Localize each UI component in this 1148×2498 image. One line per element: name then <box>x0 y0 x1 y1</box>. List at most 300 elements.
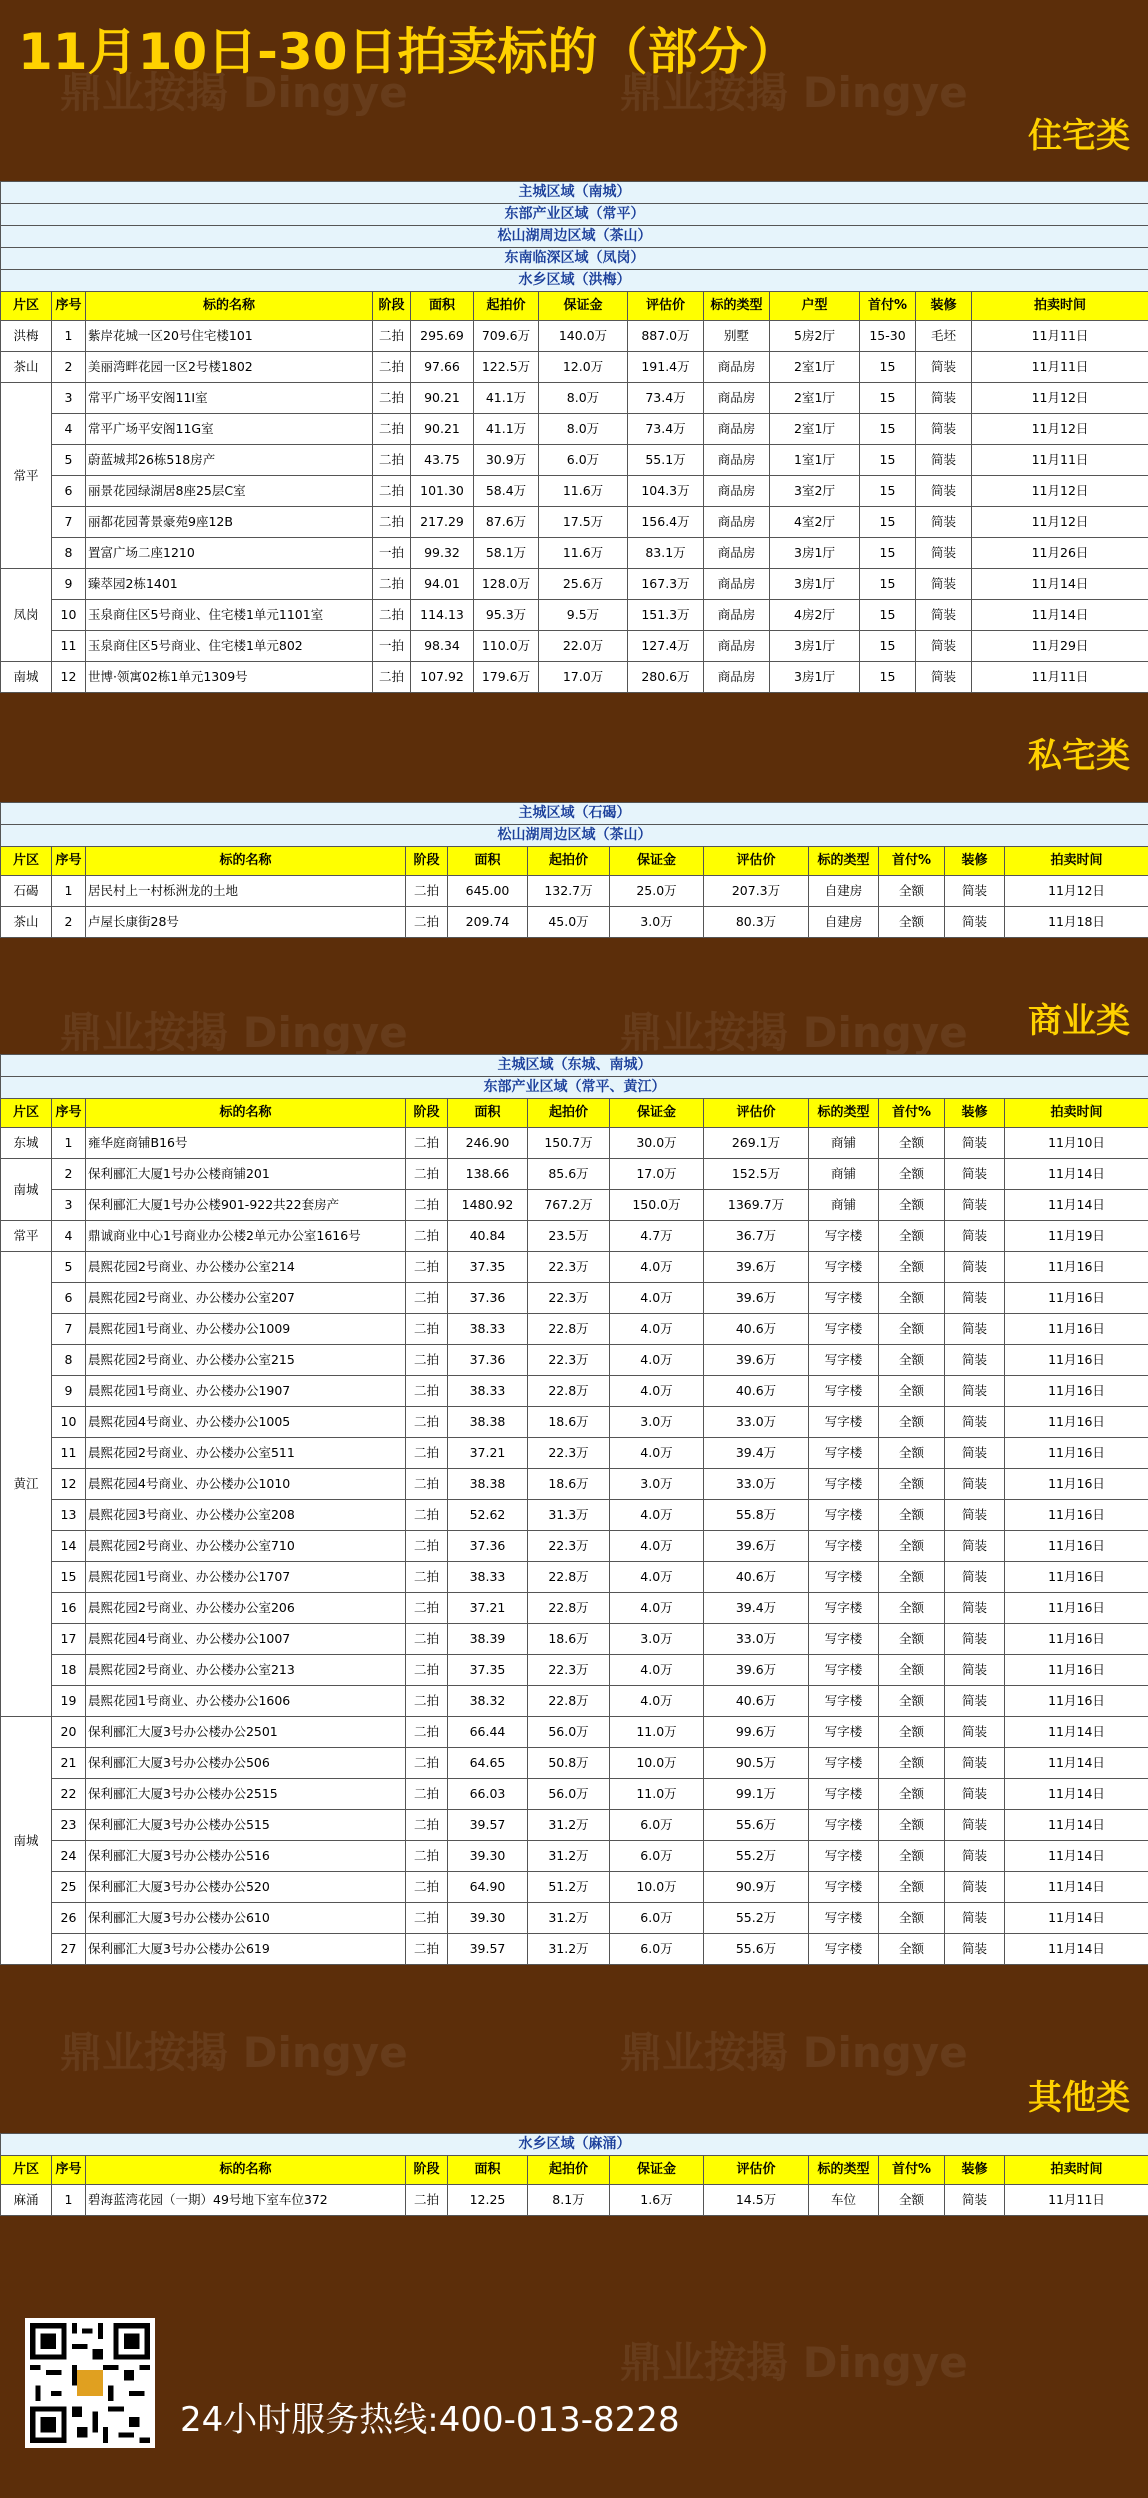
table-cell: 39.4万 <box>704 1593 809 1624</box>
table-cell: 简装 <box>945 1934 1005 1965</box>
table-cell: 11月16日 <box>1005 1655 1148 1686</box>
table-cell: 15 <box>860 476 916 507</box>
table-cell: 车位 <box>809 2185 879 2216</box>
table-cell: 9.5万 <box>539 600 628 631</box>
watermark: 鼎业按揭 Dingye <box>620 2028 968 2077</box>
table-cell: 217.29 <box>411 507 474 538</box>
table-row <box>1 1407 1148 1438</box>
table-cell: 90.21 <box>411 414 474 445</box>
table-cell: 11月16日 <box>1005 1562 1148 1593</box>
item-name-cell: 晨熙花园4号商业、办公楼办公1007 <box>86 1624 406 1655</box>
table-cell: 二拍 <box>373 414 411 445</box>
table-cell: 6.0万 <box>610 1841 704 1872</box>
table-cell: 全额 <box>879 2185 945 2216</box>
private-table <box>0 802 1148 938</box>
table-row <box>1 600 1148 631</box>
table-cell: 简装 <box>945 1407 1005 1438</box>
table-cell: 83.1万 <box>628 538 704 569</box>
table-row <box>1 1748 1148 1779</box>
zone-row <box>1 248 1148 270</box>
table-row <box>1 1717 1148 1748</box>
table-cell: 全额 <box>879 1655 945 1686</box>
table-cell: 156.4万 <box>628 507 704 538</box>
table-cell: 10 <box>52 1407 86 1438</box>
table-cell: 简装 <box>916 631 972 662</box>
table-cell: 11月14日 <box>1005 1748 1148 1779</box>
table-cell: 8 <box>52 538 86 569</box>
item-name-cell: 碧海蓝湾花园（一期）49号地下室车位372 <box>86 2185 406 2216</box>
table-cell: 写字楼 <box>809 1376 879 1407</box>
table-cell: 104.3万 <box>628 476 704 507</box>
item-name-cell: 晨熙花园2号商业、办公楼办公室213 <box>86 1655 406 1686</box>
item-name-cell: 晨熙花园4号商业、办公楼办公1005 <box>86 1407 406 1438</box>
column-header: 面积 <box>411 292 474 321</box>
table-cell: 22.8万 <box>528 1314 610 1345</box>
table-row <box>1 1779 1148 1810</box>
table-cell: 简装 <box>945 1252 1005 1283</box>
table-cell: 4室2厅 <box>770 507 860 538</box>
table-cell: 52.62 <box>448 1500 528 1531</box>
table-cell: 全额 <box>879 1686 945 1717</box>
item-name-cell: 玉泉商住区5号商业、住宅楼1单元802 <box>86 631 373 662</box>
table-cell: 39.30 <box>448 1841 528 1872</box>
table-cell: 二拍 <box>406 1407 448 1438</box>
table-cell: 11月14日 <box>972 569 1148 600</box>
table-cell: 1369.7万 <box>704 1190 809 1221</box>
table-cell: 11月16日 <box>1005 1686 1148 1717</box>
table-cell: 56.0万 <box>528 1779 610 1810</box>
table-cell: 3房1厅 <box>770 569 860 600</box>
table-cell: 38.38 <box>448 1469 528 1500</box>
table-cell: 4.0万 <box>610 1655 704 1686</box>
table-cell: 11月11日 <box>1005 2185 1148 2216</box>
table-cell: 15 <box>860 538 916 569</box>
table-cell: 22.3万 <box>528 1283 610 1314</box>
table-cell: 138.66 <box>448 1159 528 1190</box>
table-cell: 别墅 <box>704 321 770 352</box>
table-cell: 191.4万 <box>628 352 704 383</box>
district-cell: 洪梅 <box>1 321 52 352</box>
table-cell: 3室2厅 <box>770 476 860 507</box>
table-row <box>1 1345 1148 1376</box>
table-cell: 二拍 <box>406 907 448 938</box>
category-private: 私宅类 <box>1028 736 1130 776</box>
table-cell: 写字楼 <box>809 1314 879 1345</box>
table-cell: 37.35 <box>448 1655 528 1686</box>
column-header: 起拍价 <box>474 292 539 321</box>
table-cell: 二拍 <box>406 1345 448 1376</box>
column-header: 起拍价 <box>528 2156 610 2185</box>
table-cell: 11月14日 <box>1005 1717 1148 1748</box>
table-cell: 全额 <box>879 1438 945 1469</box>
table-cell: 写字楼 <box>809 1469 879 1500</box>
table-cell: 99.32 <box>411 538 474 569</box>
table-cell: 写字楼 <box>809 1810 879 1841</box>
table-cell: 2室1厅 <box>770 383 860 414</box>
zone-row <box>1 803 1148 825</box>
column-header: 序号 <box>52 2156 86 2185</box>
table-cell: 22.8万 <box>528 1593 610 1624</box>
table-cell: 2室1厅 <box>770 352 860 383</box>
table-cell: 全额 <box>879 1624 945 1655</box>
table-cell: 7 <box>52 507 86 538</box>
table-cell: 887.0万 <box>628 321 704 352</box>
zone-label: 东部产业区域（常平、黄江） <box>1 1077 1148 1099</box>
table-cell: 简装 <box>945 1283 1005 1314</box>
table-cell: 简装 <box>945 1376 1005 1407</box>
table-cell: 1 <box>52 1128 86 1159</box>
table-cell: 73.4万 <box>628 414 704 445</box>
table-cell: 全额 <box>879 1934 945 1965</box>
table-cell: 107.92 <box>411 662 474 693</box>
table-cell: 12 <box>52 662 86 693</box>
table-cell: 11月14日 <box>1005 1934 1148 1965</box>
table-cell: 4.0万 <box>610 1593 704 1624</box>
table-cell: 简装 <box>945 1345 1005 1376</box>
table-cell: 31.2万 <box>528 1903 610 1934</box>
table-cell: 11月12日 <box>972 476 1148 507</box>
item-name-cell: 晨熙花园2号商业、办公楼办公室511 <box>86 1438 406 1469</box>
table-cell: 3房1厅 <box>770 538 860 569</box>
table-cell: 4.0万 <box>610 1500 704 1531</box>
table-cell: 43.75 <box>411 445 474 476</box>
table-cell: 17 <box>52 1624 86 1655</box>
table-cell: 22.3万 <box>528 1438 610 1469</box>
table-cell: 商品房 <box>704 352 770 383</box>
column-header: 保证金 <box>610 1099 704 1128</box>
table-cell: 全额 <box>879 1469 945 1500</box>
table-cell: 39.6万 <box>704 1283 809 1314</box>
table-cell: 4.7万 <box>610 1221 704 1252</box>
table-cell: 二拍 <box>406 1593 448 1624</box>
table-cell: 5房2厅 <box>770 321 860 352</box>
column-header: 装修 <box>945 2156 1005 2185</box>
table-cell: 37.35 <box>448 1252 528 1283</box>
table-cell: 99.1万 <box>704 1779 809 1810</box>
zone-row <box>1 1055 1148 1077</box>
table-cell: 11月11日 <box>972 445 1148 476</box>
district-cell: 南城 <box>1 662 52 693</box>
table-cell: 二拍 <box>373 662 411 693</box>
table-cell: 二拍 <box>406 1624 448 1655</box>
column-header: 阶段 <box>373 292 411 321</box>
table-cell: 38.38 <box>448 1407 528 1438</box>
table-cell: 11 <box>52 1438 86 1469</box>
table-cell: 11月26日 <box>972 538 1148 569</box>
item-name-cell: 雍华庭商铺B16号 <box>86 1128 406 1159</box>
column-header: 评估价 <box>704 1099 809 1128</box>
table-cell: 207.3万 <box>704 876 809 907</box>
item-name-cell: 晨熙花园1号商业、办公楼办公1009 <box>86 1314 406 1345</box>
table-cell: 15 <box>860 600 916 631</box>
other-table <box>0 2133 1148 2216</box>
item-name-cell: 世博·领寓02栋1单元1309号 <box>86 662 373 693</box>
table-cell: 110.0万 <box>474 631 539 662</box>
table-cell: 写字楼 <box>809 1655 879 1686</box>
table-cell: 10 <box>52 600 86 631</box>
table-row <box>1 1252 1148 1283</box>
table-cell: 13 <box>52 1500 86 1531</box>
table-row <box>1 1469 1148 1500</box>
table-cell: 简装 <box>945 1500 1005 1531</box>
item-name-cell: 玉泉商住区5号商业、住宅楼1单元1101室 <box>86 600 373 631</box>
table-row <box>1 1531 1148 1562</box>
item-name-cell: 保利郦汇大厦1号办公楼901-922共22套房产 <box>86 1190 406 1221</box>
table-cell: 30.9万 <box>474 445 539 476</box>
table-cell: 1.6万 <box>610 2185 704 2216</box>
item-name-cell: 美丽湾畔花园一区2号楼1802 <box>86 352 373 383</box>
table-cell: 二拍 <box>406 1717 448 1748</box>
table-cell: 4.0万 <box>610 1686 704 1717</box>
table-cell: 15 <box>860 445 916 476</box>
table-cell: 38.39 <box>448 1624 528 1655</box>
table-cell: 23 <box>52 1810 86 1841</box>
table-row <box>1 1562 1148 1593</box>
watermark: 鼎业按揭 Dingye <box>620 68 968 117</box>
table-cell: 246.90 <box>448 1128 528 1159</box>
table-cell: 商品房 <box>704 569 770 600</box>
table-cell: 12 <box>52 1469 86 1500</box>
column-header: 标的类型 <box>809 2156 879 2185</box>
table-cell: 151.3万 <box>628 600 704 631</box>
table-row <box>1 1934 1148 1965</box>
table-cell: 22.3万 <box>528 1655 610 1686</box>
table-cell: 39.57 <box>448 1810 528 1841</box>
table-cell: 写字楼 <box>809 1779 879 1810</box>
table-cell: 38.33 <box>448 1314 528 1345</box>
table-cell: 二拍 <box>373 352 411 383</box>
column-header: 片区 <box>1 847 52 876</box>
table-row <box>1 1128 1148 1159</box>
residential-table <box>0 181 1148 693</box>
table-cell: 简装 <box>945 1841 1005 1872</box>
table-cell: 209.74 <box>448 907 528 938</box>
table-cell: 3.0万 <box>610 1469 704 1500</box>
table-cell: 商品房 <box>704 476 770 507</box>
table-cell: 18.6万 <box>528 1407 610 1438</box>
service-hotline: 24小时服务热线:400-013-8228 <box>180 2400 680 2440</box>
table-cell: 31.2万 <box>528 1934 610 1965</box>
category-other: 其他类 <box>1028 2078 1130 2118</box>
table-cell: 18.6万 <box>528 1469 610 1500</box>
item-name-cell: 保利郦汇大厦1号办公楼商铺201 <box>86 1159 406 1190</box>
table-cell: 15 <box>860 631 916 662</box>
watermark: 鼎业按揭 Dingye <box>60 2028 408 2077</box>
table-cell: 1室1厅 <box>770 445 860 476</box>
table-cell: 商品房 <box>704 538 770 569</box>
table-cell: 二拍 <box>406 1190 448 1221</box>
zone-row <box>1 1077 1148 1099</box>
table-cell: 33.0万 <box>704 1469 809 1500</box>
table-cell: 56.0万 <box>528 1717 610 1748</box>
table-cell: 全额 <box>879 1717 945 1748</box>
column-header: 序号 <box>52 847 86 876</box>
table-cell: 4.0万 <box>610 1283 704 1314</box>
table-cell: 全额 <box>879 1221 945 1252</box>
table-cell: 全额 <box>879 1345 945 1376</box>
table-row <box>1 1655 1148 1686</box>
table-cell: 简装 <box>945 1903 1005 1934</box>
table-row <box>1 383 1148 414</box>
page-title: 11月10日-30日拍卖标的（部分） <box>18 23 798 81</box>
table-cell: 8.0万 <box>539 383 628 414</box>
table-cell: 1 <box>52 2185 86 2216</box>
table-row <box>1 414 1148 445</box>
table-cell: 152.5万 <box>704 1159 809 1190</box>
table-cell: 二拍 <box>406 1903 448 1934</box>
column-header: 拍卖时间 <box>1005 847 1148 876</box>
table-cell: 简装 <box>945 1159 1005 1190</box>
table-cell: 3.0万 <box>610 907 704 938</box>
table-cell: 5 <box>52 1252 86 1283</box>
header-row <box>1 1099 1148 1128</box>
table-cell: 39.6万 <box>704 1345 809 1376</box>
district-cell: 南城 <box>1 1159 52 1221</box>
table-cell: 二拍 <box>406 1841 448 1872</box>
table-cell: 11月16日 <box>1005 1438 1148 1469</box>
table-cell: 写字楼 <box>809 1686 879 1717</box>
table-cell: 全额 <box>879 1841 945 1872</box>
table-row <box>1 876 1148 907</box>
table-cell: 全额 <box>879 1562 945 1593</box>
table-row <box>1 352 1148 383</box>
watermark: 鼎业按揭 Dingye <box>60 68 408 117</box>
table-cell: 39.6万 <box>704 1531 809 1562</box>
table-cell: 简装 <box>916 383 972 414</box>
table-cell: 简装 <box>945 1531 1005 1562</box>
table-cell: 简装 <box>945 1872 1005 1903</box>
table-row <box>1 1593 1148 1624</box>
table-cell: 简装 <box>916 538 972 569</box>
table-cell: 38.32 <box>448 1686 528 1717</box>
table-cell: 简装 <box>945 876 1005 907</box>
table-cell: 90.9万 <box>704 1872 809 1903</box>
table-cell: 1 <box>52 876 86 907</box>
table-cell: 3 <box>52 383 86 414</box>
table-cell: 二拍 <box>406 1283 448 1314</box>
table-cell: 4.0万 <box>610 1345 704 1376</box>
table-row <box>1 445 1148 476</box>
table-row <box>1 1190 1148 1221</box>
table-cell: 商品房 <box>704 383 770 414</box>
table-cell: 37.36 <box>448 1283 528 1314</box>
table-cell: 全额 <box>879 1159 945 1190</box>
table-cell: 15 <box>860 383 916 414</box>
column-header: 评估价 <box>704 847 809 876</box>
table-cell: 自建房 <box>809 876 879 907</box>
table-cell: 全额 <box>879 1376 945 1407</box>
table-cell: 26 <box>52 1903 86 1934</box>
table-cell: 8.1万 <box>528 2185 610 2216</box>
zone-label: 主城区域（石碣） <box>1 803 1148 825</box>
item-name-cell: 晨熙花园2号商业、办公楼办公室215 <box>86 1345 406 1376</box>
table-cell: 645.00 <box>448 876 528 907</box>
table-cell: 9 <box>52 569 86 600</box>
item-name-cell: 晨熙花园1号商业、办公楼办公1907 <box>86 1376 406 1407</box>
table-cell: 25 <box>52 1872 86 1903</box>
table-cell: 94.01 <box>411 569 474 600</box>
table-row <box>1 631 1148 662</box>
table-cell: 38.33 <box>448 1562 528 1593</box>
table-cell: 41.1万 <box>474 383 539 414</box>
table-cell: 11月14日 <box>1005 1190 1148 1221</box>
table-row <box>1 476 1148 507</box>
table-cell: 简装 <box>945 1314 1005 1345</box>
table-cell: 毛坯 <box>916 321 972 352</box>
table-cell: 122.5万 <box>474 352 539 383</box>
column-header: 首付% <box>879 2156 945 2185</box>
table-cell: 商铺 <box>809 1190 879 1221</box>
table-cell: 一拍 <box>373 538 411 569</box>
table-cell: 50.8万 <box>528 1748 610 1779</box>
table-cell: 709.6万 <box>474 321 539 352</box>
item-name-cell: 保利郦汇大厦3号办公楼办公506 <box>86 1748 406 1779</box>
table-cell: 22.8万 <box>528 1686 610 1717</box>
table-cell: 商铺 <box>809 1159 879 1190</box>
table-cell: 全额 <box>879 1252 945 1283</box>
table-cell: 36.7万 <box>704 1221 809 1252</box>
table-cell: 11月16日 <box>1005 1314 1148 1345</box>
column-header: 序号 <box>52 292 86 321</box>
column-header: 片区 <box>1 2156 52 2185</box>
table-cell: 3房1厅 <box>770 631 860 662</box>
table-cell: 11月16日 <box>1005 1624 1148 1655</box>
table-cell: 二拍 <box>406 1531 448 1562</box>
table-cell: 38.33 <box>448 1376 528 1407</box>
table-cell: 39.4万 <box>704 1438 809 1469</box>
table-cell: 写字楼 <box>809 1438 879 1469</box>
table-cell: 11 <box>52 631 86 662</box>
column-header: 装修 <box>916 292 972 321</box>
table-cell: 6.0万 <box>610 1810 704 1841</box>
table-cell: 15 <box>860 662 916 693</box>
district-cell: 茶山 <box>1 907 52 938</box>
column-header: 保证金 <box>610 2156 704 2185</box>
table-cell: 简装 <box>916 662 972 693</box>
table-cell: 4.0万 <box>610 1531 704 1562</box>
table-cell: 全额 <box>879 1314 945 1345</box>
table-cell: 商品房 <box>704 414 770 445</box>
table-row <box>1 1159 1148 1190</box>
district-cell: 常平 <box>1 1221 52 1252</box>
column-header: 拍卖时间 <box>972 292 1148 321</box>
table-cell: 4 <box>52 1221 86 1252</box>
table-cell: 39.6万 <box>704 1252 809 1283</box>
table-cell: 4.0万 <box>610 1438 704 1469</box>
table-cell: 280.6万 <box>628 662 704 693</box>
table-cell: 6 <box>52 1283 86 1314</box>
table-cell: 33.0万 <box>704 1624 809 1655</box>
table-cell: 8.0万 <box>539 414 628 445</box>
zone-row <box>1 182 1148 204</box>
table-row <box>1 1221 1148 1252</box>
table-cell: 全额 <box>879 1903 945 1934</box>
table-cell: 商铺 <box>809 1128 879 1159</box>
table-cell: 全额 <box>879 1128 945 1159</box>
column-header: 面积 <box>448 1099 528 1128</box>
item-name-cell: 保利郦汇大厦3号办公楼办公619 <box>86 1934 406 1965</box>
table-cell: 全额 <box>879 1593 945 1624</box>
zone-row <box>1 204 1148 226</box>
zone-row <box>1 270 1148 292</box>
table-cell: 11月16日 <box>1005 1407 1148 1438</box>
table-cell: 167.3万 <box>628 569 704 600</box>
table-cell: 55.6万 <box>704 1934 809 1965</box>
header-row <box>1 2156 1148 2185</box>
table-cell: 10.0万 <box>610 1872 704 1903</box>
table-cell: 14 <box>52 1531 86 1562</box>
item-name-cell: 鼎诚商业中心1号商业办公楼2单元办公室1616号 <box>86 1221 406 1252</box>
